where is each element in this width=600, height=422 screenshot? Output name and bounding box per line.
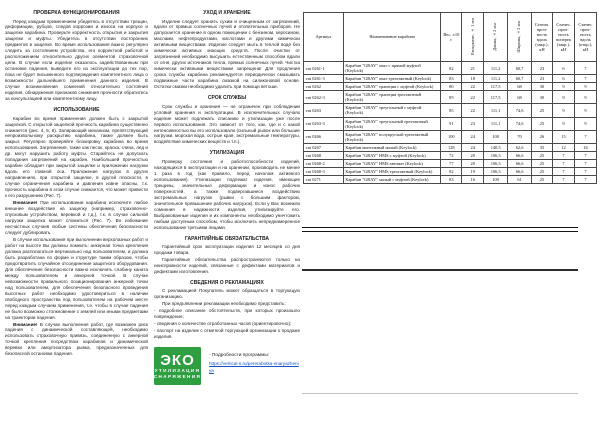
name-cell: Карабин "GRAY" малый с муфтой (Keylock) xyxy=(343,176,441,184)
value-cell: 106,3 xyxy=(484,159,508,167)
value-cell: 62,6 xyxy=(508,143,532,151)
article-cell: vnt 0262 xyxy=(304,83,344,91)
section-title: УХОД И ХРАНЕНИЕ xyxy=(203,10,251,16)
value-cell: 9 xyxy=(574,104,596,117)
value-cell: 100 xyxy=(484,176,508,184)
value-cell: 18 xyxy=(462,75,484,83)
value-cell: 25 xyxy=(532,159,553,167)
table-row xyxy=(304,151,597,159)
paragraph: - подробное описание обстоятельств, при которых произошло повреждение; xyxy=(154,308,300,320)
divider-double-line xyxy=(302,227,578,232)
table-header-cell xyxy=(508,13,532,62)
paragraph: Гарантийные обязательства распространяются только на неисправности изделий, связанные с дефектами материалов и дефектами изготовления. xyxy=(154,256,300,274)
value-cell: 25 xyxy=(532,104,553,117)
table-header-cell xyxy=(462,13,484,62)
section-title: ГАРАНТИЙНЫЕ ОБЯЗАТЕЛЬСТВА xyxy=(184,235,270,242)
value-cell: 140,3 xyxy=(484,143,508,151)
value-cell: 24 xyxy=(462,143,484,151)
value-cell: 61 xyxy=(508,176,532,184)
value-cell: 6 xyxy=(552,62,574,75)
divider-thin-line xyxy=(302,393,578,394)
value-cell: 7 xyxy=(574,130,596,143)
table-header-row xyxy=(304,13,597,62)
value-cell: 9 xyxy=(552,104,574,117)
table-row xyxy=(304,83,597,91)
value-cell: 77 xyxy=(441,159,462,167)
value-cell: 35 xyxy=(532,143,553,151)
table-row xyxy=(304,104,597,117)
section-title: УТИЛИЗАЦИЯ xyxy=(209,150,245,157)
value-cell: 68 xyxy=(508,83,532,91)
table-head xyxy=(304,13,597,62)
table-header-text: Вес, ±10 г xyxy=(443,31,460,42)
value-cell: 22 xyxy=(462,91,484,104)
name-cell: Карабин "GRAY" овал с прямой муфтой (Keylock) xyxy=(343,62,441,75)
value-cell: 24 xyxy=(462,130,484,143)
value-cell: 16 xyxy=(574,143,596,151)
table-header-text: Длина, ±2 мм xyxy=(492,22,498,51)
value-cell: 83 xyxy=(441,75,462,83)
value-cell: 128 xyxy=(441,143,462,151)
paragraph: Перед каждым применением убедитесь в отсутствии трещин, деформации, рубцов, следов коррозии и износа на корпусе и защелке карабина. Проверьте корректность открытия и закрытия защелки и муфты. Убедитесь в отсутствии посторонних предметов в защелке. Во время использования важно регулярно следить за состоянием устройства, его корректной работой и расположением относительно других элементов страховочной цепи. В случае если изделие оказалось задействованным при остановке падения, выведите его из эксплуатации до тех пор, пока не будет письменного подтверждения компетентного лица о возможности дальнейшего применения данного изделия. В случае возникновения сомнений относительно состояния изделия, обнаружения признаков снижения прочности обратитесь за консультацией или компетентному лицу. xyxy=(5,18,148,102)
value-cell: 111,1 xyxy=(484,117,508,130)
value-cell: 106,3 xyxy=(484,151,508,159)
value-cell: 117,5 xyxy=(484,91,508,104)
value-cell: 7 xyxy=(574,176,596,184)
value-cell: 7 xyxy=(552,176,574,184)
article-cell: vnt 0268-3 xyxy=(304,167,344,175)
value-cell: 7 xyxy=(574,167,596,175)
value-cell: 19 xyxy=(462,167,484,175)
value-cell: 106,3 xyxy=(484,167,508,175)
value-cell: 111,2 xyxy=(484,62,508,75)
value-cell: 100 xyxy=(441,130,462,143)
paragraph: - сведения о количестве отработанных часов (ориентировочно); xyxy=(154,321,292,327)
value-cell: 21 xyxy=(462,62,484,75)
section-title: СРОК СЛУЖБЫ xyxy=(207,95,247,102)
value-cell: 9 xyxy=(574,83,596,91)
name-cell: Карабин монтажный малый (Keylock) xyxy=(343,143,441,151)
article-cell: vnt 0261-1 xyxy=(304,62,344,75)
section-title: ИСПОЛЬЗОВАНИЕ xyxy=(53,107,100,114)
value-cell: 7 xyxy=(574,62,596,75)
table-row xyxy=(304,176,597,184)
table-header-cell xyxy=(441,13,462,62)
value-cell: 91 xyxy=(441,117,462,130)
value-cell: 70 xyxy=(508,130,532,143)
name-cell: Карабин "GRAY" HMS с муфтой (Keylock) xyxy=(343,151,441,159)
value-cell: 22 xyxy=(462,104,484,117)
name-cell: Карабин "GRAY" HMS трехтактный (Keylock) xyxy=(343,167,441,175)
eco-recycling-logo xyxy=(154,347,201,385)
left-column-sections xyxy=(5,10,148,357)
value-cell: 83 xyxy=(441,176,462,184)
name-cell: Карабин "GRAY" овал трехтактный (Keylock) xyxy=(343,75,441,83)
value-cell: 60,7 xyxy=(508,62,532,75)
value-cell: 7 xyxy=(552,151,574,159)
paragraph: Изделие следует хранить сухим и очищенным от загрязнений, вдали от прямых солнечных лучей и отопительных приборов. Не допускается хранение в одном помещении с бензином, керосином, маслами, нефтепродуктами, кислотами и другими химически активными веществами. Изделие следует мыть в теплой воде без химически активных моющих средств. После очистки от загрязнений необходимо высушить естественным способом вдали от огня, других источников тепла, прямых солнечных лучей. Чистка химически активными веществами запрещена! Для продления срока службы карабина рекомендуется периодически смазывать подвижные части карабина смазкой на силиконовой основе. Остатки смазки необходимо удалить при помощи ветоши. xyxy=(154,18,300,90)
value-cell: 30 xyxy=(532,83,553,91)
value-cell: 22 xyxy=(462,83,484,91)
table-row xyxy=(304,143,597,151)
article-cell: vnt 0268 xyxy=(304,151,344,159)
value-cell: 9 xyxy=(552,83,574,91)
section-title: ПРОВЕРКА ФУНКЦИОНИРОВАНИЯ xyxy=(33,10,120,16)
program-url-link[interactable]: https://vertical-s.ru/pererabotka-snaryazheniya xyxy=(209,360,299,374)
table-header-cell xyxy=(484,13,508,62)
article-cell: vnt 0267 xyxy=(304,143,344,151)
attention-lead: Внимание! xyxy=(13,321,40,327)
value-cell: 20 xyxy=(462,159,484,167)
value-cell: 82 xyxy=(441,62,462,75)
value-cell: 85 xyxy=(441,104,462,117)
value-cell: 7 xyxy=(574,75,596,83)
paragraph: С рекламацией Покупатель может обращаться в торгующую организацию. xyxy=(154,288,300,300)
column-left xyxy=(5,8,148,358)
article-cell: vnt 0263 xyxy=(304,104,344,117)
value-cell: 7 xyxy=(574,151,596,159)
value-cell: 25 xyxy=(532,151,553,159)
value-cell: 9 xyxy=(574,117,596,130)
article-cell: vnt 0266 xyxy=(304,130,344,143)
name-cell: Карабин "GRAY" треугольный трехтактный (Keylock) xyxy=(343,117,441,130)
section-title: СВЕДЕНИЯ О РЕКЛАМАЦИЯХ xyxy=(190,279,264,286)
value-cell: 7 xyxy=(574,159,596,167)
article-cell: vnt 0268-2 xyxy=(304,159,344,167)
name-cell: Карабин "GRAY" полукруглый трехтактный (Keylock) xyxy=(343,130,441,143)
attention-lead: Внимание! xyxy=(13,200,41,206)
value-cell: 25 xyxy=(532,117,553,130)
name-cell: Карабин "GRAY" трапеция трехтактный (Keylock) xyxy=(343,91,441,104)
column-middle xyxy=(154,8,300,385)
value-cell: 26 xyxy=(532,130,553,143)
eco-program-block xyxy=(154,347,300,385)
value-cell: 23 xyxy=(532,62,553,75)
article-cell: vnt 0271 xyxy=(304,176,344,184)
eco-logo-word: ЭКО xyxy=(160,351,195,369)
name-cell: Карабин "GRAY" HMS автомат (Keylock) xyxy=(343,159,441,167)
paragraph: - паспорт на изделие с отметкой торгующей организации о продаже изделия. xyxy=(154,328,300,340)
middle-column-sections xyxy=(154,10,300,340)
table-header-text: Статич. проч-ность вдоль (закр.), кН xyxy=(534,21,550,53)
table-row xyxy=(304,75,597,83)
value-cell: 6 xyxy=(552,75,574,83)
table-row xyxy=(304,117,597,130)
value-cell: 66,6 xyxy=(508,167,532,175)
value-cell: 9 xyxy=(552,117,574,130)
table-header-text: Статич. проч-ность вдоль (откр.), кН xyxy=(578,21,593,53)
table-header-text: Артикул xyxy=(315,34,332,40)
value-cell: 74,6 xyxy=(508,104,532,117)
paragraph: Внимание! При использовании карабина исключите любое внешнее воздействие на защелку (например, страховочно- спусковым устройством, веревкой и т.д.), т.к. в случае сильной нагрузки защелка может сломаться (Рис. 7). Во избежание несчастных случаев любые системы обеспечения безопасности следует дублировать. xyxy=(5,200,148,235)
table-row xyxy=(304,130,597,143)
paragraph: В случае использования при выполнении верхолазных работ и работ на высоте Вы должны помнить: анкерная точка крепления должна располагаться вертикально над пользователем, и должна быть разработана по форме и структуре таким образом, чтобы предотвратить случайное отсоединение защитного оборудования. Для обеспечения безопасности важно исключить слабину каната между пользователем и анкерной точкой. В случае невозможности правильного позиционирования анкерной точки над пользователем, для обеспечения безопасного проведения высотных работ необходимо удостовериться в наличии свободного пространства под пользователем на рабочем месте перед каждым случаем применения, т.е. чтобы в случае падения не было возможно столкновение с землей или иными предметами на траектории падения. xyxy=(5,236,148,320)
value-cell: 68 xyxy=(508,91,532,104)
paragraph: Гарантийный срок эксплуатации изделия 12 месяцев со дня продажи товара. xyxy=(154,244,300,255)
value-cell: 9 xyxy=(574,91,596,104)
carabiner-spec-table xyxy=(303,12,597,184)
table-row xyxy=(304,159,597,167)
table-header-text: Ширина, ±2 мм xyxy=(516,20,522,53)
paragraph: Проверку состояния и работоспособности изделий, находящихся в эксплуатации и на хранении, производить не менее 1 раза в год (как правило, перед началом активного использования). Утилизации подлежат изделия, имеющие трещины, значительные деформации и износ рабочих поверхностей, а также подвергавшиеся воздействию экстремальных нагрузок (рывки с большим фактором, значительное превышение рабочих нагрузок). Если у Вас возникли сомнения в надежности изделия, утилизируйте его. Выбракованные изделия и их компоненты необходимо уничтожить любым доступным способом, чтобы исключить непреднамеренное использование третьими лицами. xyxy=(154,158,300,230)
article-cell: vnt 0263-3 xyxy=(304,117,344,130)
table-header-text: Раскрытие, ± 1 мм xyxy=(469,17,475,55)
table-header-cell xyxy=(304,13,344,62)
divider-thick-line xyxy=(302,269,578,271)
program-details xyxy=(209,347,300,375)
eco-logo-line2: СНАРЯЖЕНИЯ xyxy=(153,373,202,379)
value-cell: 82 xyxy=(441,167,462,175)
value-cell: 80 xyxy=(441,83,462,91)
value-cell: 7 xyxy=(552,167,574,175)
table-header-cell xyxy=(552,13,574,62)
table-row xyxy=(304,91,597,104)
value-cell: 9 xyxy=(552,91,574,104)
value-cell: 111,2 xyxy=(484,75,508,83)
table-header-text: Статич. проч-ность поперек (закр.), кН xyxy=(555,21,572,53)
value-cell: 85 xyxy=(441,91,462,104)
value-cell: 25 xyxy=(532,176,553,184)
value-cell: 15 xyxy=(552,130,574,143)
table-header-cell xyxy=(343,13,441,62)
value-cell: 117,5 xyxy=(484,83,508,91)
paragraph: При предъявлении рекламации необходимо представить: xyxy=(162,301,286,307)
value-cell: 60,7 xyxy=(508,75,532,83)
value-cell: 7 xyxy=(552,159,574,167)
value-cell: 66,6 xyxy=(508,151,532,159)
table-header-cell xyxy=(532,13,553,62)
paragraph: Срок службы и хранения — не ограничен при соблюдении условий хранения и эксплуатации. В исключительных случаях изделие может подлежать списанию и утилизации уже после первого использования. Это зависит от того, как, где и с какой интенсивностью вы его использовали (сильный рывок или большие нагрузки, морская вода, острые края, экстремальные температуры, воздействие химических веществ и т.п.). xyxy=(154,103,300,145)
value-cell: 25 xyxy=(532,167,553,175)
paragraph: Внимание! В случае выполнения работ, где возможен риск падения с динамической составляющей, необходимо использовать страховочную привязь, соединенную с анкерной точкой крепления посредством карабинов и динамической веревки или амортизатора рывка, предназначенных для безопасной остановки падения. xyxy=(5,321,148,357)
value-cell: 111,1 xyxy=(484,104,508,117)
value-cell: 72 xyxy=(441,151,462,159)
article-cell: vnt 0262-3 xyxy=(304,91,344,104)
value-cell: 12 xyxy=(552,143,574,151)
value-cell: 30 xyxy=(532,91,553,104)
name-cell: Карабин "GRAY" треугольный с муфтой (Keylock) xyxy=(343,104,441,117)
value-cell: 74,6 xyxy=(508,117,532,130)
name-cell: Карабин "GRAY" трапеция с муфтой (Keylock) xyxy=(343,83,441,91)
table-body xyxy=(304,62,597,184)
table-row xyxy=(304,167,597,175)
spec-table-container xyxy=(303,12,597,184)
article-cell: vnt 0261-3 xyxy=(304,75,344,83)
table-header-text: Наименование карабина xyxy=(369,34,415,40)
program-details-label: - Подробности программы: xyxy=(209,353,270,359)
value-cell: 20 xyxy=(462,151,484,159)
value-cell: 100 xyxy=(484,130,508,143)
value-cell: 66,6 xyxy=(508,159,532,167)
paragraph: Карабин во время применения должен быть с закрытой защелкой. С открытой защелкой прочность карабина существенно снижается (рис. 4, 5, 6). Запирающий механизм, препятствующий непроизвольному раскрытию карабина, также должен быть закрыт. Регулярно проверяйте блокировку карабина во время использования. Загрязнения, такие как песок, краска, глина, лед и др. могут нарушить работу муфты. Старайтесь не допускать попадания загрязнений на карабин. Наибольшей прочностью карабин обладает при закрытой защелке и приложении нагрузки вдоль его главной оси. Приложение нагрузок в других направлениях, при открытой защелке, в другой плоскости, в случае ограничения карабина и давления извне опасны, т.к. прочность карабина в этом случае снижается, что может привести к его разрушению (Рис. 7). xyxy=(5,115,148,199)
value-cell: 23 xyxy=(462,117,484,130)
eco-logo-line1: УТИЛИЗАЦИЯ xyxy=(154,367,201,373)
value-cell: 23 xyxy=(532,75,553,83)
table-header-cell xyxy=(574,13,596,62)
table-row xyxy=(304,62,597,75)
value-cell: 16 xyxy=(462,176,484,184)
